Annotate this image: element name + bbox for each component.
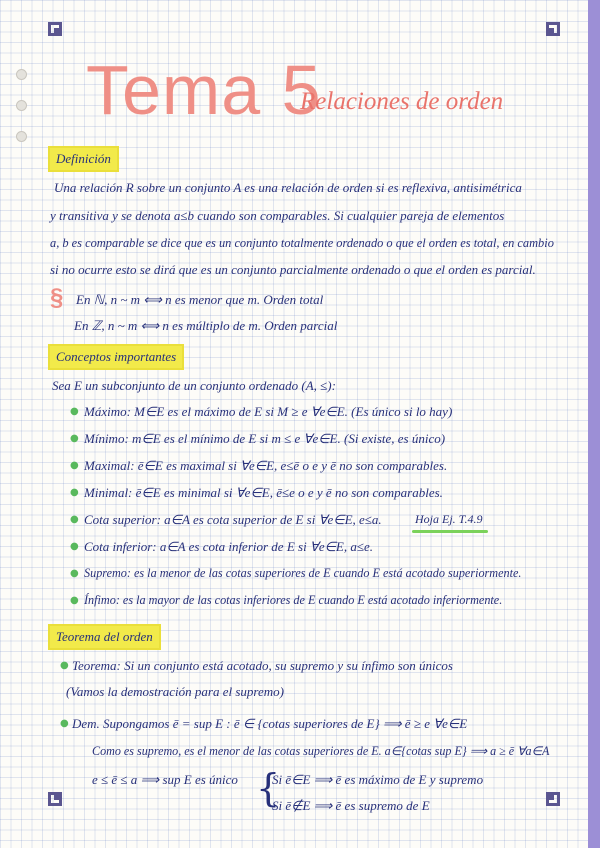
bullet-icon: ● — [70, 406, 79, 417]
bullet-icon: ● — [70, 514, 79, 525]
bullet-icon: ● — [70, 460, 79, 471]
corner-mark — [546, 22, 560, 36]
corner-mark — [48, 792, 62, 806]
text-line: y transitiva y se denota a≤b cuando son comparables. Si cualquier pareja de elementos — [50, 208, 505, 223]
concept-item: Cota inferior: a∈A es cota inferior de E si ∀e∈E, a≤e. — [84, 539, 374, 554]
text-line: Una relación R sobre un conjunto A es una relación de orden si es reflexiva, antisimétrica — [54, 180, 522, 195]
punch-hole — [16, 69, 27, 80]
theorem-line: (Vamos la demostración para el supremo) — [66, 684, 284, 699]
section-heading-conceptos: Conceptos importantes — [50, 346, 182, 368]
concept-item: Mínimo: m∈E es el mínimo de E si m ≤ e ∀e∈E. (Si existe, es único) — [84, 431, 446, 446]
section-heading-definicion: Definición — [50, 148, 117, 170]
punch-hole — [16, 100, 27, 111]
page-subtitle: Relaciones de orden — [300, 88, 504, 115]
corner-mark — [48, 22, 62, 36]
punch-hole — [16, 131, 27, 142]
example-line: En ℤ, n ~ m ⟺ n es múltiplo de m. Orden parcial — [74, 318, 338, 333]
bullet-icon: ● — [70, 433, 79, 444]
bullet-icon: ● — [60, 718, 69, 729]
concept-item: Cota superior: a∈A es cota superior de E si ∀e∈E, e≤a. — [84, 512, 382, 527]
exercise-reference: Hoja Ej. T.4.9 — [415, 512, 483, 526]
concept-item: Máximo: M∈E es el máximo de E si M ≥ e ∀e∈E. (Es único si lo hay) — [84, 404, 453, 419]
text-line: a, b es comparable se dice que es un conjunto totalmente ordenado o que el orden es total, en cambio — [50, 236, 554, 250]
page-title: Tema 5 — [86, 51, 322, 129]
concept-item: Ínfimo: es la mayor de las cotas inferiores de E cuando E está acotado inferiormente. — [84, 593, 503, 607]
proof-line: Si ē∉E ⟹ ē es supremo de E — [272, 798, 430, 813]
text-line: Sea E un subconjunto de un conjunto ordenado (A, ≤): — [52, 378, 336, 393]
bullet-icon: ● — [70, 487, 79, 498]
proof-line: Como es supremo, es el menor de las cotas superiores de E. a∈{cotas sup E} ⟹ a ≥ ē ∀a∈A — [92, 744, 550, 758]
proof-line: Si ē∈E ⟹ ē es máximo de E y supremo — [272, 772, 484, 787]
concept-item: Minimal: ē∈E es minimal si ∀e∈E, ē≤e o e y ē no son comparables. — [84, 485, 443, 500]
text-line: si no ocurre esto se dirá que es un conjunto parcialmente ordenado o que el orden es parcial. — [50, 262, 536, 277]
bullet-icon: ● — [60, 660, 69, 671]
example-mark: § — [50, 284, 64, 311]
bullet-icon: ● — [70, 595, 79, 606]
bullet-icon: ● — [70, 541, 79, 552]
corner-mark — [546, 792, 560, 806]
theorem-line: Teorema: Si un conjunto está acotado, su supremo y su ínfimo son únicos — [72, 658, 453, 673]
reference-underline — [412, 530, 488, 533]
proof-line: e ≤ ē ≤ a ⟹ sup E es único — [92, 772, 238, 787]
example-line: En ℕ, n ~ m ⟺ n es menor que m. Orden total — [76, 292, 324, 307]
concept-item: Maximal: ē∈E es maximal si ∀e∈E, e≤ē o e y ē no son comparables. — [84, 458, 448, 473]
proof-line: Dem. Supongamos ē = sup E : ē ∈ {cotas superiores de E} ⟹ ē ≥ e ∀e∈E — [72, 716, 468, 731]
concept-item: Supremo: es la menor de las cotas superiores de E cuando E está acotado superiormente. — [84, 566, 522, 580]
page-margin-bar — [588, 0, 600, 848]
brace-symbol: { — [256, 766, 281, 810]
section-heading-teorema: Teorema del orden — [50, 626, 159, 648]
bullet-icon: ● — [70, 568, 79, 579]
